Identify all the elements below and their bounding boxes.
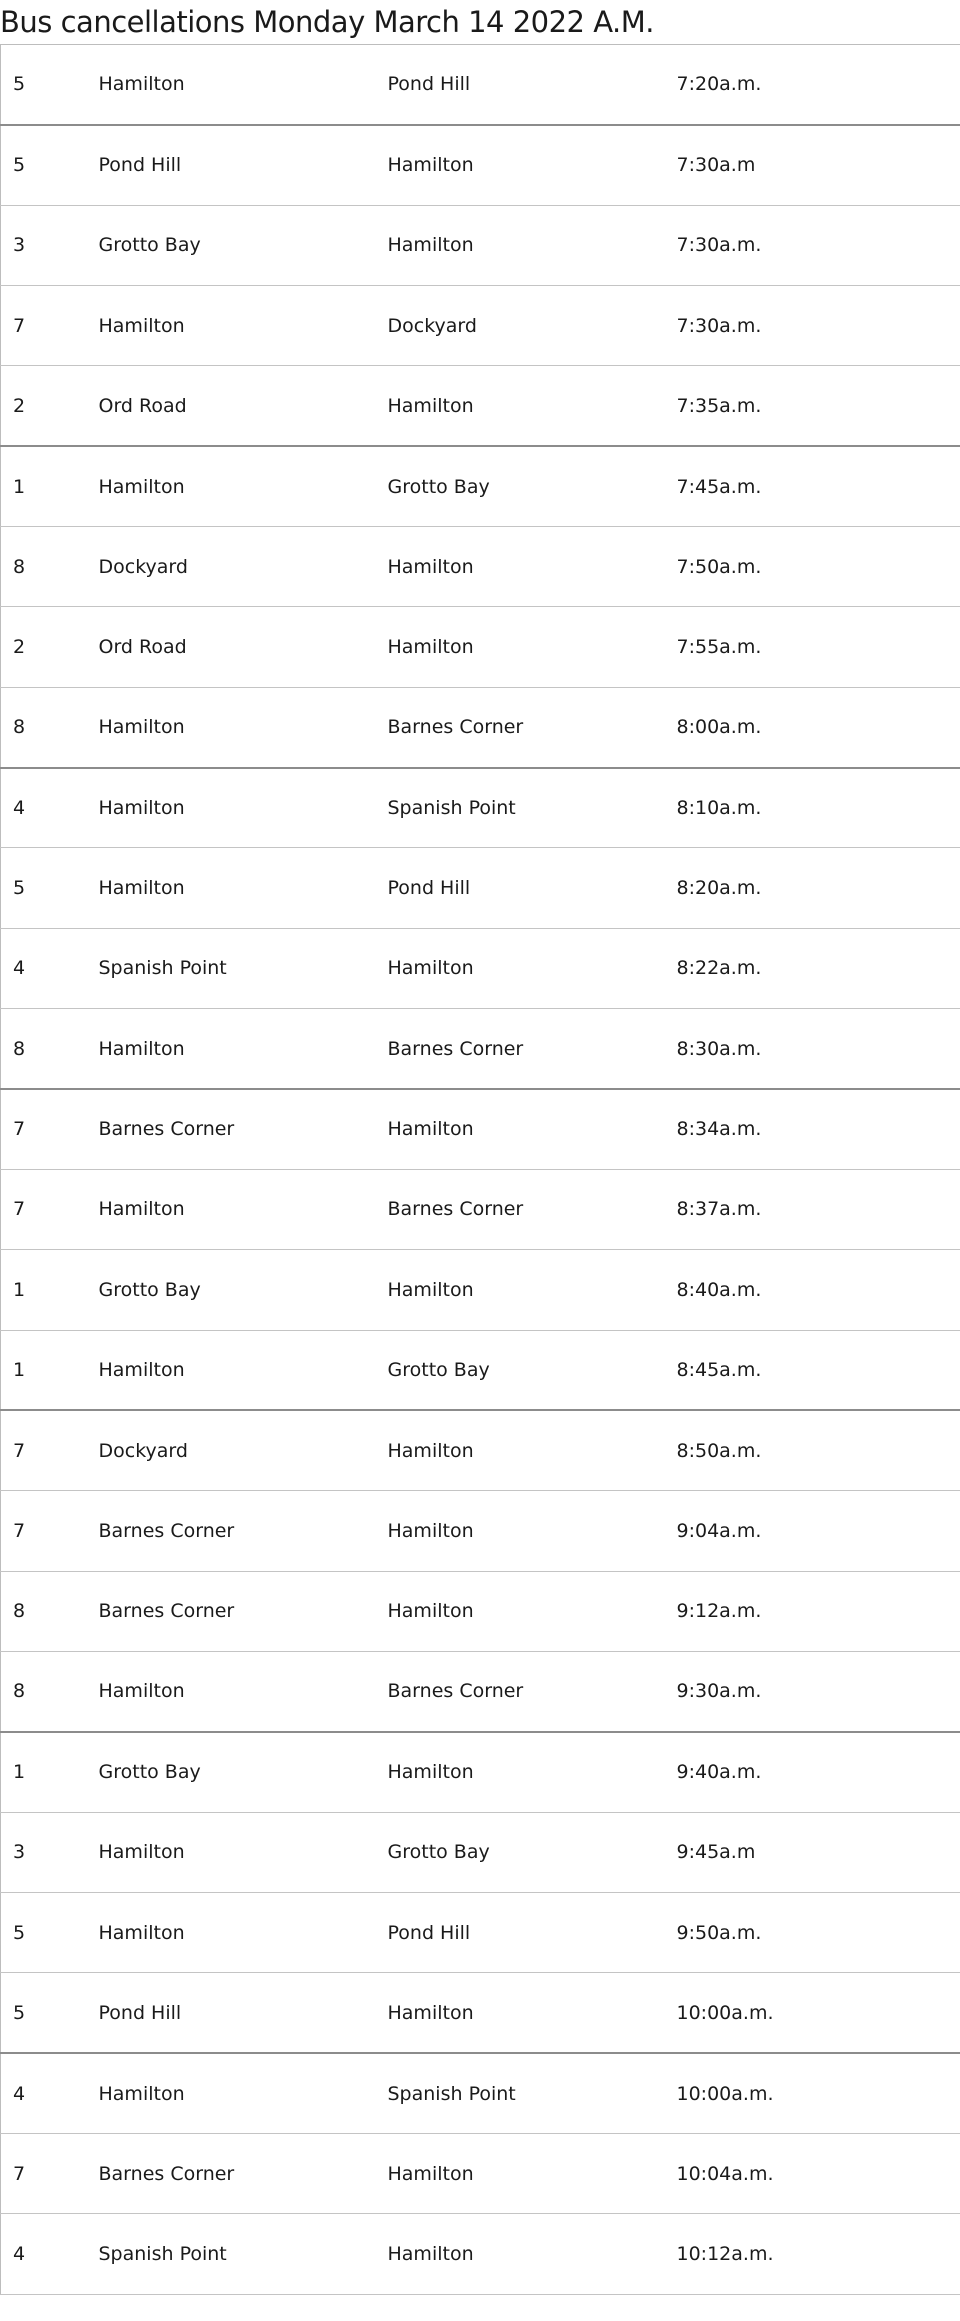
destination-stop: Hamilton — [376, 1973, 665, 2053]
table-row — [1, 1812, 960, 1892]
departure-time: 8:22a.m. — [665, 928, 960, 1008]
route-number: 1 — [1, 446, 87, 526]
route-number: 1 — [1, 1250, 87, 1330]
departure-time: 8:45a.m. — [665, 1330, 960, 1410]
origin-stop: Hamilton — [87, 286, 376, 366]
origin-stop: Grotto Bay — [87, 205, 376, 285]
table-body — [1, 45, 960, 2295]
table-row — [1, 366, 960, 446]
origin-stop: Hamilton — [87, 1009, 376, 1089]
departure-time: 7:20a.m. — [665, 45, 960, 125]
departure-time: 10:04a.m. — [665, 2133, 960, 2213]
route-number: 4 — [1, 768, 87, 848]
origin-stop: Grotto Bay — [87, 1732, 376, 1812]
route-number: 3 — [1, 1812, 87, 1892]
table-row — [1, 2214, 960, 2294]
route-number: 3 — [1, 205, 87, 285]
table-row — [1, 848, 960, 928]
departure-time: 7:50a.m. — [665, 527, 960, 607]
origin-stop: Spanish Point — [87, 2214, 376, 2294]
route-number: 2 — [1, 607, 87, 687]
destination-stop: Hamilton — [376, 366, 665, 446]
route-number: 8 — [1, 1009, 87, 1089]
departure-time: 7:35a.m. — [665, 366, 960, 446]
destination-stop: Hamilton — [376, 607, 665, 687]
departure-time: 10:12a.m. — [665, 2214, 960, 2294]
table-row — [1, 607, 960, 687]
destination-stop: Hamilton — [376, 527, 665, 607]
origin-stop: Barnes Corner — [87, 1089, 376, 1169]
table-row — [1, 527, 960, 607]
departure-time: 8:30a.m. — [665, 1009, 960, 1089]
origin-stop: Hamilton — [87, 2053, 376, 2133]
table-row — [1, 1973, 960, 2053]
table-row — [1, 1250, 960, 1330]
route-number: 7 — [1, 1169, 87, 1249]
route-number: 5 — [1, 45, 87, 125]
route-number: 2 — [1, 366, 87, 446]
route-number: 7 — [1, 1089, 87, 1169]
route-number: 4 — [1, 928, 87, 1008]
route-number: 7 — [1, 2133, 87, 2213]
departure-time: 8:34a.m. — [665, 1089, 960, 1169]
departure-time: 9:50a.m. — [665, 1892, 960, 1972]
departure-time: 8:40a.m. — [665, 1250, 960, 1330]
destination-stop: Grotto Bay — [376, 1330, 665, 1410]
origin-stop: Dockyard — [87, 527, 376, 607]
origin-stop: Barnes Corner — [87, 1491, 376, 1571]
table-row — [1, 1651, 960, 1731]
page-title: Bus cancellations Monday March 14 2022 A.M. — [0, 5, 654, 39]
route-number: 7 — [1, 1410, 87, 1490]
destination-stop: Grotto Bay — [376, 446, 665, 526]
origin-stop: Hamilton — [87, 1812, 376, 1892]
origin-stop: Hamilton — [87, 768, 376, 848]
origin-stop: Hamilton — [87, 446, 376, 526]
origin-stop: Hamilton — [87, 1330, 376, 1410]
origin-stop: Hamilton — [87, 848, 376, 928]
table-row — [1, 125, 960, 205]
departure-time: 10:00a.m. — [665, 2053, 960, 2133]
departure-time: 8:37a.m. — [665, 1169, 960, 1249]
table-row — [1, 928, 960, 1008]
table-row — [1, 768, 960, 848]
route-number: 5 — [1, 1892, 87, 1972]
table-row — [1, 1089, 960, 1169]
route-number: 1 — [1, 1732, 87, 1812]
route-number: 8 — [1, 527, 87, 607]
destination-stop: Hamilton — [376, 2133, 665, 2213]
table-row — [1, 1009, 960, 1089]
table-row — [1, 45, 960, 125]
route-number: 4 — [1, 2053, 87, 2133]
origin-stop: Pond Hill — [87, 1973, 376, 2053]
departure-time: 8:00a.m. — [665, 687, 960, 767]
origin-stop: Grotto Bay — [87, 1250, 376, 1330]
route-number: 7 — [1, 1491, 87, 1571]
destination-stop: Hamilton — [376, 928, 665, 1008]
destination-stop: Hamilton — [376, 1571, 665, 1651]
departure-time: 7:30a.m. — [665, 205, 960, 285]
departure-time: 9:30a.m. — [665, 1651, 960, 1731]
destination-stop: Barnes Corner — [376, 1651, 665, 1731]
route-number: 7 — [1, 286, 87, 366]
departure-time: 7:45a.m. — [665, 446, 960, 526]
departure-time: 8:50a.m. — [665, 1410, 960, 1490]
table-row — [1, 1330, 960, 1410]
table-row — [1, 1410, 960, 1490]
route-number: 5 — [1, 848, 87, 928]
table-row — [1, 1169, 960, 1249]
route-number: 8 — [1, 1571, 87, 1651]
destination-stop: Pond Hill — [376, 45, 665, 125]
departure-time: 9:12a.m. — [665, 1571, 960, 1651]
table-row — [1, 1892, 960, 1972]
origin-stop: Barnes Corner — [87, 1571, 376, 1651]
origin-stop: Pond Hill — [87, 125, 376, 205]
destination-stop: Hamilton — [376, 1250, 665, 1330]
destination-stop: Barnes Corner — [376, 1169, 665, 1249]
route-number: 8 — [1, 687, 87, 767]
destination-stop: Hamilton — [376, 1491, 665, 1571]
table-row — [1, 2133, 960, 2213]
origin-stop: Spanish Point — [87, 928, 376, 1008]
table-row — [1, 205, 960, 285]
destination-stop: Hamilton — [376, 125, 665, 205]
origin-stop: Hamilton — [87, 1651, 376, 1731]
origin-stop: Ord Road — [87, 607, 376, 687]
departure-time: 7:30a.m — [665, 125, 960, 205]
destination-stop: Spanish Point — [376, 768, 665, 848]
table-row — [1, 1491, 960, 1571]
destination-stop: Hamilton — [376, 1732, 665, 1812]
destination-stop: Barnes Corner — [376, 1009, 665, 1089]
table-row — [1, 687, 960, 767]
departure-time: 8:10a.m. — [665, 768, 960, 848]
departure-time: 8:20a.m. — [665, 848, 960, 928]
destination-stop: Hamilton — [376, 1089, 665, 1169]
destination-stop: Spanish Point — [376, 2053, 665, 2133]
origin-stop: Barnes Corner — [87, 2133, 376, 2213]
origin-stop: Hamilton — [87, 687, 376, 767]
table-row — [1, 1732, 960, 1812]
cancellations-table — [0, 44, 960, 2295]
destination-stop: Pond Hill — [376, 848, 665, 928]
route-number: 4 — [1, 2214, 87, 2294]
table-row — [1, 2053, 960, 2133]
route-number: 5 — [1, 1973, 87, 2053]
destination-stop: Hamilton — [376, 2214, 665, 2294]
departure-time: 9:40a.m. — [665, 1732, 960, 1812]
table-row — [1, 286, 960, 366]
destination-stop: Dockyard — [376, 286, 665, 366]
destination-stop: Grotto Bay — [376, 1812, 665, 1892]
departure-time: 10:00a.m. — [665, 1973, 960, 2053]
origin-stop: Hamilton — [87, 1892, 376, 1972]
destination-stop: Hamilton — [376, 1410, 665, 1490]
route-number: 1 — [1, 1330, 87, 1410]
origin-stop: Dockyard — [87, 1410, 376, 1490]
destination-stop: Barnes Corner — [376, 687, 665, 767]
departure-time: 9:45a.m — [665, 1812, 960, 1892]
origin-stop: Hamilton — [87, 45, 376, 125]
table-row — [1, 1571, 960, 1651]
table-row — [1, 446, 960, 526]
departure-time: 7:55a.m. — [665, 607, 960, 687]
departure-time: 7:30a.m. — [665, 286, 960, 366]
route-number: 8 — [1, 1651, 87, 1731]
departure-time: 9:04a.m. — [665, 1491, 960, 1571]
destination-stop: Hamilton — [376, 205, 665, 285]
origin-stop: Ord Road — [87, 366, 376, 446]
destination-stop: Pond Hill — [376, 1892, 665, 1972]
route-number: 5 — [1, 125, 87, 205]
origin-stop: Hamilton — [87, 1169, 376, 1249]
